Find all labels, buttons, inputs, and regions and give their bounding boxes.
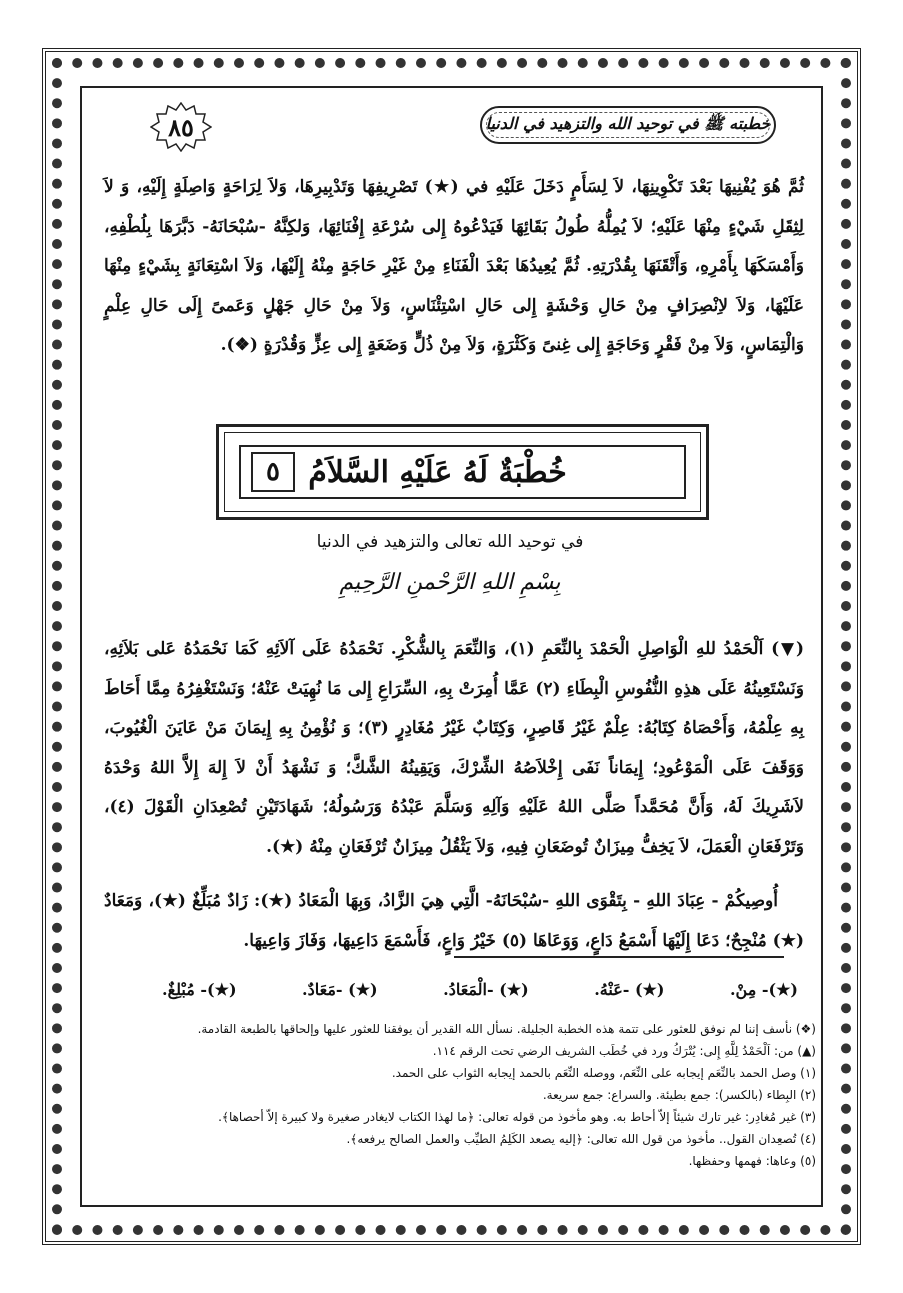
- footnote: (١) وصل الحمد بالنِّعَم إيجابه على النِّعَم، ووصله النِّعَم بالحمد إيجابه الثواب على الحمد.: [391, 1066, 816, 1080]
- sermon-subtitle: في توحيد الله تعالى والتزهيد في الدنيا: [316, 532, 584, 552]
- sermon-title: خُطْبَةٌ لَهُ عَلَيْهِ السَّلاَمُ: [308, 454, 567, 490]
- running-title: خطبته ﷺ في توحيد الله والتزهيد في الدنيا: [480, 106, 776, 144]
- footnote: (٣) غير مُغادِر: غير تارك شيئاً إلاّ أحاط به. وهو مأخوذ من قوله تعالى: ﴿ما لهذا الكتاب لايغادر صغيرة ولا كبيرة إلاّ أحصاها﴾.: [218, 1110, 816, 1124]
- variant-item: (★) -الْمَعَادُ.: [443, 980, 529, 999]
- sermon-title-box: [216, 424, 709, 520]
- footnotes: [104, 1018, 816, 1172]
- page-header: [150, 102, 784, 152]
- variant-item: (★) -عَنْهُ.: [594, 980, 665, 999]
- variant-item: (★)- مِنْ.: [729, 980, 798, 999]
- variant-readings: [162, 980, 798, 999]
- page-number-badge: [150, 102, 212, 152]
- footnote: (٤) تُصعِدان القول.. مأخوذ من قول الله تعالى: ﴿إليه يصعد الكَلِمُ الطيِّب والعمل الصالح يرفعه﴾.: [346, 1132, 816, 1146]
- variant-item: (★)- مُبْلِغٌ.: [162, 980, 237, 999]
- footnote: (٥) وعاها: فهمها وحفظها.: [688, 1154, 816, 1168]
- variant-item: (★) -مَعَادٌ.: [302, 980, 378, 999]
- sermon-number: ٥: [251, 452, 295, 492]
- body-paragraph-3: أُوصِيكُمْ - عِبَادَ اللهِ - بِتَقْوَى اللهِ -سُبْحَانَهُ- الَّتِي هِيَ الزَّادُ، وَبِهَا الْمَعَادُ (★): زَادٌ مُبَلِّغٌ (★)، وَمَعَادٌ (★) مُنْجِحٌ؛ دَعَا إِلَيْهَا أَسْمَعُ دَاعٍ، وَوَعَاهَا (٥) خَيْرُ وَاعٍ، فَأَسْمَعَ دَاعِيهَا، وَفَازَ وَاعِيهَا.: [104, 891, 804, 951]
- body-paragraph-1: ثُمَّ هُوَ يُفْنِيهَا بَعْدَ تَكْوِينِهَا، لاَ لِسَأَمٍ دَخَلَ عَلَيْهِ في (★) تَصْرِيفِهَا وَتَدْبِيرِهَا، وَلاَ لِرَاحَةٍ وَاصِلَةٍ إِلَيْهِ، وَ لاَ لِثِقَلِ شَيْءٍ مِنْهَا عَلَيْهِ؛ لاَ يُمِلُّهُ طُولُ بَقَائِهَا فَيَدْعُوهُ إِلى سُرْعَةِ إِفْنَائِهَا، وَلكِنَّهُ -سُبْحَانَهُ- دَبَّرَهَا بِلُطْفِهِ، وَأَمْسَكَهَا بِأَمْرِهِ، وَأَتْقَنَهَا بِقُدْرَتِهِ. ثُمَّ يُعِيدُهَا بَعْدَ الْفَنَاءِ مِنْ غَيْرِ حَاجَةٍ مِنْهُ إِلَيْهَا، وَلاَ اسْتِعَانَةٍ بِشَيْءٍ مِنْهَا عَلَيْهَا، وَلاَ لاِنْصِرَافٍ مِنْ حَالِ وَحْشَةٍ إِلى حَالِ اسْتِئْنَاسٍ، وَلاَ مِنْ حَالِ جَهْلٍ وَعَمىً إِلَى حَالِ عِلْمٍ وَالْتِمَاسٍ، وَلاَ مِنْ فَقْرٍ وَحَاجَةٍ إِلى غِنىً وَكَثْرَةٍ، وَلاَ مِنْ ذُلٍّ وَضَعَةٍ إِلى عِزٍّ وَقُدْرَةٍ (❖).: [104, 177, 804, 355]
- sermon-title-frame: [239, 445, 686, 499]
- page-number: ٨٥: [168, 112, 194, 142]
- footnote: (▲) من: اَلْحَمْدُ لِلَّهِ إِلى: يُتْرَكُ ورد في خُطَب الشريف الرضي تحت الرقم ١١٤.: [432, 1044, 816, 1058]
- footnote: (٢) البِطاء (بالكسر): جمع بطيئة. والسراع: جمع سريعة.: [542, 1088, 816, 1102]
- footnote-separator: [454, 956, 784, 958]
- basmala: بِسْمِ اللهِ الرَّحْمنِ الرَّحِيمِ: [339, 570, 561, 595]
- body-paragraph-2: (▼) اَلْحَمْدُ للهِ الْوَاصِلِ الْحَمْدَ بِالنِّعَمِ (١)، وَالنِّعَمَ بِالشُّكْرِ. نَحْمَدُهُ عَلَى آلاَئِهِ كَمَا نَحْمَدُهُ عَلى بَلاَئِهِ، وَنَسْتَعِينُهُ عَلَى هذِهِ النُّفُوسِ الْبِطَاءِ (٢) عَمَّا أُمِرَتْ بِهِ، السِّرَاعِ إِلى مَا نُهِيَتْ عَنْهُ؛ وَنَسْتَغْفِرُهُ مِمَّا أَحَاطَ بِهِ عِلْمُهُ، وَأَحْصَاهُ كِتَابُهُ: عِلْمٌ غَيْرُ قَاصِرٍ، وَكِتَابٌ غَيْرُ مُغَادِرٍ (٣)؛ وَ نُؤْمِنُ بِهِ إِيمَانَ مَنْ عَايَنَ الْغُيُوبَ، وَوَقَفَ عَلَى الْمَوْعُودِ؛ إِيمَاناً نَفَى إِخْلاَصُهُ الشِّرْكَ، وَيَقِينُهُ الشَّكَّ؛ وَ نَشْهَدُ أَنْ لاَ إِلهَ إِلاَّ اللهُ وَحْدَهُ لاَشَرِيكَ لَهُ، وَأَنَّ مُحَمَّداً صَلَّى اللهُ عَلَيْهِ وَآلِهِ وَسَلَّمَ عَبْدُهُ وَرَسُولُهُ؛ شَهَادَتَيْنِ تُصْعِدَانِ الْقَوْلَ (٤)، وَتَرْفَعَانِ الْعَمَلَ، لاَ يَخِفُّ مِيزَانٌ تُوضَعَانِ فِيهِ، وَلاَ يَثْقُلُ مِيزَانٌ تُرْفَعَانِ مِنْهُ (★).: [104, 639, 804, 857]
- footnote: (❖) نأسف إننا لم نوفق للعثور على تتمة هذه الخطبة الجليلة. نسأل الله القدير أن يوفقنا للعثور عليها وإلحاقها بالطبعة القادمة.: [197, 1022, 816, 1036]
